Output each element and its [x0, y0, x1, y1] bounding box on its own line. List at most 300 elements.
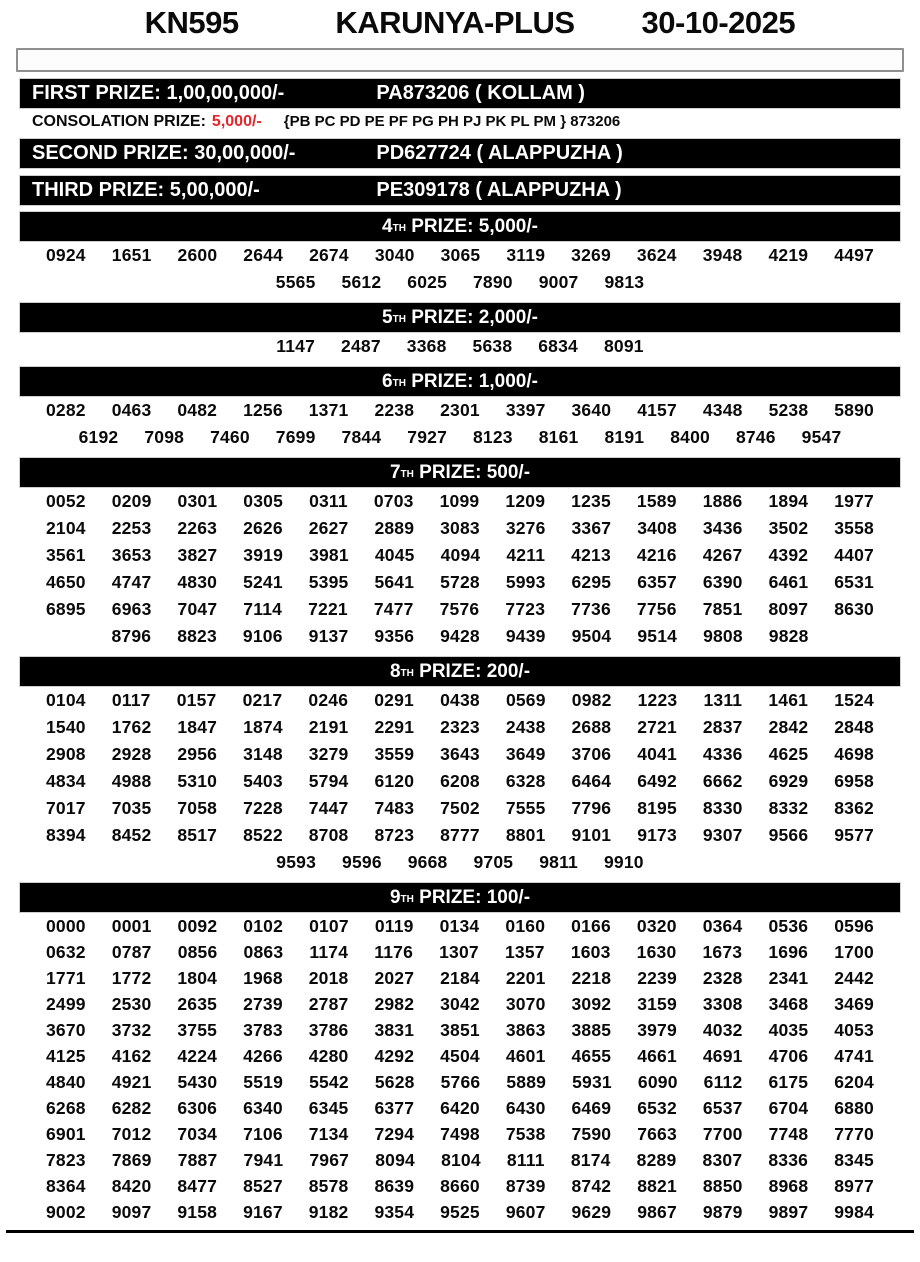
prize-number: 1700: [834, 941, 874, 962]
prize-number: 3276: [505, 518, 546, 538]
prize-number: 3065: [440, 245, 481, 265]
prize-number: 0320: [636, 915, 677, 936]
number-row: [20, 913, 900, 939]
prize-number: 4834: [46, 771, 86, 791]
prize-number: 3558: [834, 518, 874, 538]
prize-number: 4921: [111, 1071, 152, 1092]
prize-number: 7502: [440, 798, 480, 818]
prize-number: 0217: [242, 690, 283, 710]
prize-number: 3653: [111, 545, 152, 565]
prize-number: 0982: [571, 690, 612, 710]
prize-number: 9525: [440, 1201, 480, 1222]
prize-number: 9897: [768, 1201, 809, 1222]
number-row: [20, 965, 900, 991]
prize-number: 3831: [374, 1019, 415, 1040]
prize-number: 7941: [243, 1149, 284, 1170]
prize-number: 4840: [46, 1071, 86, 1092]
prize-number: 4280: [308, 1045, 349, 1066]
prize-number: 5310: [177, 771, 218, 791]
prize-number: 5403: [243, 771, 283, 791]
prize-number: 4601: [505, 1045, 546, 1066]
prize-number: 6834: [538, 336, 578, 356]
prize-number: 9813: [604, 272, 645, 292]
prize-number: 1311: [703, 690, 743, 710]
prize-number: 2018: [308, 967, 349, 988]
prize-number: 0364: [702, 915, 743, 936]
prize-number: 1762: [111, 717, 152, 737]
prize-number: 2848: [834, 717, 874, 737]
prize-number: 3119: [506, 245, 546, 265]
prize-number: 1589: [636, 491, 677, 511]
prize-number: 3559: [374, 744, 415, 764]
prize-number: 7869: [111, 1149, 152, 1170]
prize-number: 0282: [46, 400, 86, 420]
prize-number: 7887: [177, 1149, 218, 1170]
prize-number: 0863: [243, 941, 284, 962]
prize-number: 4988: [111, 771, 152, 791]
number-row: [20, 714, 900, 741]
prize-number: 9607: [505, 1201, 546, 1222]
number-row: [20, 488, 900, 515]
prize-number: 5890: [834, 400, 874, 420]
ticket-search-input[interactable]: [16, 48, 904, 72]
prize-number: 8123: [473, 427, 513, 447]
prize-number: 4266: [243, 1045, 283, 1066]
prize-number: 0569: [505, 690, 546, 710]
draw-code: KN595: [144, 5, 239, 40]
prize-number: 6704: [768, 1097, 809, 1118]
prize-number: 9705: [473, 852, 514, 872]
prize-number: 6306: [177, 1097, 218, 1118]
prize-number: 7035: [111, 798, 152, 818]
prize-number-rows: [0, 912, 920, 1225]
prize-number: 1174: [309, 941, 349, 962]
prize-number: 7590: [571, 1123, 612, 1144]
prize-number: 3863: [505, 1019, 546, 1040]
prize-number: 2721: [637, 717, 677, 737]
prize-number: 9428: [440, 626, 480, 646]
prize-number: 8091: [603, 336, 644, 356]
prize-number: 0703: [373, 491, 414, 511]
prize-number: 0438: [440, 690, 480, 710]
prize-number: 7967: [309, 1149, 350, 1170]
prize-number: 4032: [702, 1019, 743, 1040]
prize-number: 7228: [243, 798, 283, 818]
prize-number: 1371: [308, 400, 349, 420]
prize-number: 5641: [374, 572, 415, 592]
number-row: [20, 542, 900, 569]
prize-number: 2328: [702, 967, 743, 988]
prize-number: 9137: [308, 626, 349, 646]
prize-number: 2956: [177, 744, 218, 764]
second-prize-label: SECOND PRIZE: 30,00,000/-: [32, 142, 296, 164]
prize-number: 9514: [637, 626, 678, 646]
prize-number: 2928: [111, 744, 152, 764]
prize-number: 4053: [834, 1019, 874, 1040]
prize-number: 0787: [111, 941, 152, 962]
prize-number: 6390: [702, 572, 743, 592]
prize-number-rows: [0, 686, 920, 876]
prize-number: 6268: [46, 1097, 86, 1118]
prize-number: 6469: [571, 1097, 612, 1118]
prize-number: 2787: [308, 993, 349, 1014]
prize-number: 5794: [308, 771, 349, 791]
number-row: [20, 242, 900, 269]
prize-number: 8452: [111, 825, 152, 845]
prize-number: 8094: [375, 1149, 415, 1170]
prize-number: 6880: [834, 1097, 874, 1118]
prize-number: 4292: [374, 1045, 415, 1066]
prize-number: 8821: [637, 1175, 677, 1196]
prize-number: 0856: [177, 941, 218, 962]
prize-number: 4094: [440, 545, 481, 565]
prize-number: 2842: [768, 717, 809, 737]
prize-number: 6430: [505, 1097, 546, 1118]
prize-number: 0301: [177, 491, 218, 511]
prize-number: 4741: [834, 1045, 874, 1066]
prize-number: 7756: [636, 599, 677, 619]
lottery-name: KARUNYA-PLUS: [335, 5, 575, 40]
prize-number: 5612: [341, 272, 382, 292]
prize-number: 9910: [603, 852, 644, 872]
prize-number: 0119: [374, 915, 414, 936]
prize-number: 1968: [243, 967, 283, 988]
prize-number: 9356: [374, 626, 415, 646]
consolation-prize-row: [0, 108, 920, 135]
prize-number: 4213: [571, 545, 611, 565]
prize-number: 4625: [768, 744, 809, 764]
prize-number: 8739: [505, 1175, 546, 1196]
number-row: [20, 822, 900, 849]
prize-number: 9007: [538, 272, 579, 292]
number-row: [20, 1095, 900, 1121]
prize-number: 6464: [571, 771, 612, 791]
prize-number: 6531: [834, 572, 874, 592]
number-row: [20, 1069, 900, 1095]
prize-number-rows: [0, 332, 920, 360]
prize-section-4th: [0, 212, 920, 296]
prize-number: 9577: [834, 825, 874, 845]
prize-number: 0134: [439, 915, 480, 936]
prize-number: 0463: [111, 400, 152, 420]
prize-number: 1651: [111, 245, 152, 265]
prize-number: 3649: [505, 744, 546, 764]
third-prize-bar: [20, 176, 900, 205]
prize-number: 7483: [374, 798, 415, 818]
prize-number: 8362: [834, 798, 874, 818]
prize-section-header-4th: 4TH PRIZE: 5,000/-: [20, 212, 900, 241]
prize-number: 3706: [571, 744, 612, 764]
prize-number: 8174: [570, 1149, 611, 1170]
prize-number: 8796: [111, 626, 152, 646]
prize-number: 2201: [505, 967, 546, 988]
prize-number: 6492: [637, 771, 677, 791]
prize-number: 1176: [374, 941, 414, 962]
prize-number: 7012: [111, 1123, 152, 1144]
prize-number: 0632: [46, 941, 86, 962]
prize-number: 4392: [768, 545, 809, 565]
prize-number: 8336: [768, 1149, 809, 1170]
consolation-prize-label: CONSOLATION PRIZE:: [32, 113, 206, 130]
prize-number: 8660: [440, 1175, 480, 1196]
prize-number: 1673: [702, 941, 743, 962]
prize-number: 2530: [111, 993, 152, 1014]
number-row: [20, 1043, 900, 1069]
prize-number: 9167: [243, 1201, 283, 1222]
number-row: [20, 741, 900, 768]
prize-number: 1540: [46, 717, 86, 737]
prize-number: 9002: [46, 1201, 86, 1222]
prize-number: 1147: [276, 336, 316, 356]
prize-number: 8522: [243, 825, 283, 845]
number-row: [20, 939, 900, 965]
prize-number: 2600: [177, 245, 218, 265]
prize-number: 5430: [177, 1071, 218, 1092]
prize-number: 3408: [637, 518, 677, 538]
prize-number: 6090: [637, 1071, 678, 1092]
number-row: [20, 1121, 900, 1147]
prize-number: 9867: [637, 1201, 677, 1222]
prize-number: 9596: [342, 852, 382, 872]
prize-number: 1307: [439, 941, 479, 962]
prize-number: 2238: [374, 400, 415, 420]
prize-number: 1772: [111, 967, 152, 988]
prize-number: 5993: [505, 572, 546, 592]
prize-number: 1256: [243, 400, 283, 420]
prize-number: 8420: [111, 1175, 152, 1196]
prize-number: 6958: [834, 771, 874, 791]
prize-number: 8723: [374, 825, 415, 845]
prize-number: 5889: [506, 1071, 547, 1092]
prize-number: 7823: [46, 1149, 86, 1170]
prize-number: 1977: [834, 491, 874, 511]
prize-number: 0209: [111, 491, 152, 511]
prize-number: 9668: [407, 852, 448, 872]
prize-number: 3502: [768, 518, 809, 538]
prize-number: 3092: [571, 993, 612, 1014]
prize-number: 3040: [374, 245, 415, 265]
number-row: [20, 1017, 900, 1043]
prize-section-header-6th: 6TH PRIZE: 1,000/-: [20, 367, 900, 396]
prize-number: 8708: [308, 825, 349, 845]
prize-number: 7460: [210, 427, 250, 447]
ticket-box-container: [0, 46, 920, 76]
prize-number: 9629: [571, 1201, 612, 1222]
number-row: [20, 768, 900, 795]
prize-number: 4698: [834, 744, 874, 764]
prize-number: 8477: [177, 1175, 218, 1196]
first-prize-ticket: PA873206 ( KOLLAM ): [376, 82, 585, 104]
prize-number: 9593: [276, 852, 317, 872]
prize-number: 5638: [472, 336, 513, 356]
prize-number: 2027: [374, 967, 415, 988]
consolation-prize-series: {PB PC PD PE PF PG PH PJ PK PL PM } 873206: [283, 113, 621, 130]
prize-number: 0160: [505, 915, 546, 936]
prize-number: 7576: [439, 599, 480, 619]
prize-number: 1235: [571, 491, 611, 511]
prize-number: 3755: [177, 1019, 218, 1040]
second-prize-bar: [20, 139, 900, 168]
prize-number: 8742: [571, 1175, 612, 1196]
prize-number: 2104: [46, 518, 86, 538]
prize-number: 9808: [703, 626, 743, 646]
prize-number: 2889: [374, 518, 415, 538]
prize-number: 7663: [637, 1123, 677, 1144]
prize-number: 3468: [768, 993, 809, 1014]
prize-number: 4162: [111, 1045, 152, 1066]
prize-number: 0482: [177, 400, 218, 420]
prize-number: 7221: [308, 599, 348, 619]
prize-number: 7748: [768, 1123, 809, 1144]
prize-number: 2323: [440, 717, 480, 737]
prize-number: 4655: [571, 1045, 612, 1066]
prize-number: 6901: [46, 1123, 86, 1144]
prize-number: 7114: [243, 599, 283, 619]
prize-number: 0305: [243, 491, 284, 511]
prize-number: 3367: [571, 518, 612, 538]
prize-number: 6208: [440, 771, 480, 791]
prize-number: 9182: [308, 1201, 349, 1222]
prize-number: 0291: [374, 690, 414, 710]
prize-number: 2239: [637, 967, 677, 988]
prize-number: 1603: [570, 941, 611, 962]
prize-number: 4691: [702, 1045, 743, 1066]
prize-number: 4035: [768, 1019, 809, 1040]
prize-number: 8801: [505, 825, 546, 845]
prize-number: 6420: [440, 1097, 480, 1118]
prize-section-header-7th: 7TH PRIZE: 500/-: [20, 458, 900, 487]
prize-number: 3561: [46, 545, 86, 565]
prize-number: 8289: [636, 1149, 677, 1170]
prize-number: 7047: [177, 599, 218, 619]
prize-number: 6532: [637, 1097, 677, 1118]
prize-section-5th: [0, 303, 920, 360]
prize-number: 3436: [702, 518, 743, 538]
prize-sections: [0, 212, 920, 1225]
prize-number: 0092: [177, 915, 218, 936]
prize-number: 3851: [440, 1019, 480, 1040]
prize-number: 7098: [144, 427, 185, 447]
prize-number: 6112: [703, 1071, 743, 1092]
prize-number: 9879: [702, 1201, 743, 1222]
prize-number: 9097: [111, 1201, 152, 1222]
prize-number: 6282: [111, 1097, 152, 1118]
prize-number: 3948: [702, 245, 743, 265]
prize-number: 3885: [571, 1019, 612, 1040]
prize-number: 2499: [46, 993, 86, 1014]
prize-number: 7538: [505, 1123, 546, 1144]
prize-number: 6662: [702, 771, 743, 791]
prize-number: 4045: [374, 545, 415, 565]
prize-number: 7498: [440, 1123, 480, 1144]
prize-number: 5728: [440, 572, 480, 592]
page-header: [0, 0, 920, 46]
prize-number: 1630: [636, 941, 677, 962]
prize-number: 5565: [275, 272, 316, 292]
prize-number: 1223: [637, 690, 678, 710]
prize-number: 8639: [374, 1175, 415, 1196]
prize-number: 3469: [834, 993, 874, 1014]
prize-number: 2627: [308, 518, 349, 538]
prize-number: 0536: [768, 915, 809, 936]
prize-section-7th: [0, 458, 920, 650]
prize-number: 7723: [505, 599, 546, 619]
prize-number: 1771: [46, 967, 86, 988]
bottom-divider: [6, 1230, 914, 1233]
prize-number: 6175: [768, 1071, 809, 1092]
prize-number: 2263: [177, 518, 218, 538]
prize-number: 4224: [177, 1045, 218, 1066]
prize-number: 9101: [571, 825, 612, 845]
prize-number: 2487: [341, 336, 381, 356]
prize-number: 4504: [440, 1045, 480, 1066]
prize-number: 4157: [637, 400, 677, 420]
prize-number: 7034: [177, 1123, 218, 1144]
prize-number: 7294: [374, 1123, 415, 1144]
second-prize-ticket: PD627724 ( ALAPPUZHA ): [376, 142, 623, 164]
prize-number: 3308: [702, 993, 743, 1014]
prize-number: 4216: [636, 545, 677, 565]
prize-number: 0107: [309, 915, 349, 936]
prize-number: 7447: [308, 798, 349, 818]
number-row: [20, 515, 900, 542]
prize-number: 2837: [702, 717, 743, 737]
prize-number: 6929: [768, 771, 809, 791]
prize-number: 8823: [177, 626, 217, 646]
consolation-prize-amount: 5,000/-: [211, 113, 262, 130]
prize-section-header-9th: 9TH PRIZE: 100/-: [20, 883, 900, 912]
first-prize-label: FIRST PRIZE: 1,00,00,000/-: [32, 82, 285, 104]
prize-number: 8104: [441, 1149, 481, 1170]
prize-number: 8394: [46, 825, 86, 845]
prize-number: 9811: [539, 852, 578, 872]
draw-date: 30-10-2025: [641, 5, 796, 40]
prize-number: 3643: [440, 744, 480, 764]
prize-number: 7106: [243, 1123, 283, 1144]
prize-number: 4661: [637, 1045, 677, 1066]
prize-number: 7700: [702, 1123, 743, 1144]
prize-number: 7555: [505, 798, 546, 818]
prize-number: 8746: [735, 427, 776, 447]
prize-number: 6120: [374, 771, 415, 791]
first-prize-bar: [20, 79, 900, 108]
prize-number: 1804: [177, 967, 218, 988]
prize-number: 0001: [111, 915, 152, 936]
prize-number: 3083: [440, 518, 480, 538]
number-row: [20, 569, 900, 596]
prize-number: 1209: [505, 491, 546, 511]
prize-number: 8977: [834, 1175, 874, 1196]
third-prize-label: THIRD PRIZE: 5,00,000/-: [32, 179, 260, 201]
prize-number: 9439: [505, 626, 546, 646]
prize-number: 4407: [834, 545, 874, 565]
number-row: [20, 397, 900, 424]
prize-number: 5395: [308, 572, 349, 592]
prize-number: 6204: [834, 1071, 874, 1092]
number-row: [20, 1199, 900, 1225]
number-row: [20, 991, 900, 1017]
prize-number: 9828: [768, 626, 809, 646]
prize-number: 7017: [46, 798, 86, 818]
prize-number: 6295: [571, 572, 612, 592]
prize-number: 5542: [309, 1071, 349, 1092]
prize-number: 4497: [834, 245, 874, 265]
prize-number: 6345: [308, 1097, 349, 1118]
prize-number: 3827: [177, 545, 218, 565]
number-row: [20, 424, 900, 451]
prize-number: 1461: [768, 690, 809, 710]
prize-number: 2184: [440, 967, 480, 988]
